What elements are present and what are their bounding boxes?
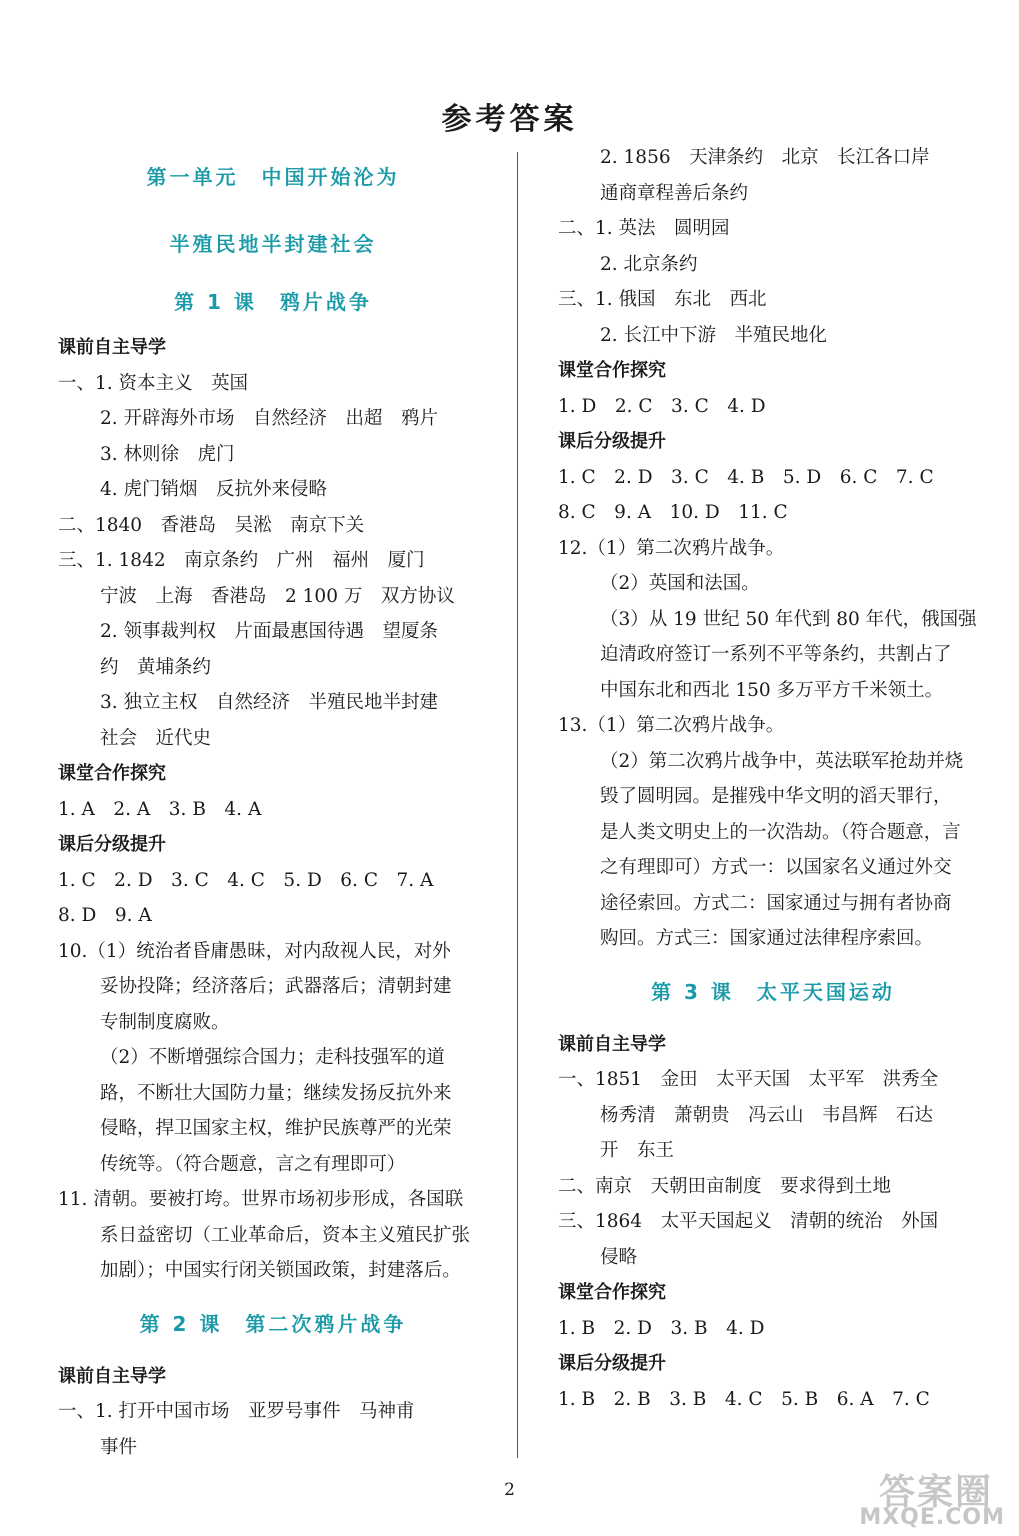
answer-line: 路，不断壮大国防力量；继续发扬反抗外来 [100,1082,452,1104]
answer-line: 三、1. 1842 南京条约 广州 福州 厦门 [58,550,425,571]
answer-line: 一、1. 资本主义 英国 [58,372,249,394]
answer-line: 1. C 2. D 3. C 4. C 5. D 6. C 7. A [58,869,434,891]
watermark-logo [823,1464,1005,1530]
answer-line: 10.（1）统治者昏庸愚昧，对内敌视人民，对外 [58,940,451,962]
answer-line: 之有理即可）方式一：以国家名义通过外交 [600,857,952,878]
answer-line: 8. C 9. A 10. D 11. C [558,502,788,523]
column-divider [517,152,518,1458]
answer-line: 侵略，捍卫国家主权，维护民族尊严的光荣 [100,1118,452,1139]
answer-line: 约 黄埔条约 [100,656,212,678]
answer-line: 2. 领事裁判权 片面最惠国待遇 望厦条 [100,621,439,642]
lesson-title: 第一单元 中国开始沦为 [146,165,400,189]
answer-line: 社会 近代史 [100,727,212,749]
answer-line: 购回。方式三：国家通过法律程序索回。 [600,928,934,949]
answer-line: 途径索回。方式二：国家通过与拥有者协商 [600,892,952,914]
answer-line: 三、1. 俄国 东北 西北 [558,289,767,310]
answer-line: 12.（1）第二次鸦片战争。 [558,537,785,559]
answer-line: 11. 清朝。要被打垮。世界市场初步形成，各国联 [58,1189,464,1210]
answer-line: 传统等。（符合题意，言之有理即可） [100,1153,406,1175]
answer-line: 加剧）；中国实行闭关锁国政策，封建落后。 [100,1260,461,1281]
answer-line: 2. 开辟海外市场 自然经济 出超 鸦片 [100,408,439,429]
answer-line: （2）不断增强综合国力；走科技强军的道 [100,1047,445,1068]
answer-line: 开 东王 [600,1140,675,1161]
lesson-title: 第 2 课 第二次鸦片战争 [139,1311,407,1336]
answer-line: 中国东北和西北 150 多万平方千米领土。 [600,679,944,701]
answer-line: 1. B 2. B 3. B 4. C 5. B 6. A 7. C [558,1388,930,1410]
answer-line: 3. 林则徐 虎门 [100,443,235,465]
section-heading: 课堂合作探究 [558,360,666,381]
lesson-title: 半殖民地半封建社会 [169,232,377,256]
answer-line: 4. 虎门销烟 反抗外来侵略 [100,479,328,500]
answer-line: （3）从 19 世纪 50 年代到 80 年代，俄国强 [600,608,977,630]
answer-line: 3. 独立主权 自然经济 半殖民地半封建 [100,692,439,713]
answer-line: （2）英国和法国。 [600,573,760,594]
answer-line: 13.（1）第二次鸦片战争。 [558,715,785,736]
section-heading: 课后分级提升 [58,834,166,855]
watermark-domain: MXQE.COM [859,1505,1005,1530]
section-heading: 课堂合作探究 [558,1282,666,1303]
right-column [558,140,988,1417]
page-title: 参考答案 [441,102,578,137]
answer-line: 毁了圆明园。是摧残中华文明的滔天罪行， [600,786,952,807]
answer-line: 8. D 9. A [58,905,152,926]
section-heading: 课后分级提升 [558,1353,666,1374]
answer-line: 2. 1856 天津条约 北京 长江各口岸 [600,147,930,168]
watermark-glyphs: 答案圈 [878,1472,993,1513]
answer-line: 宁波 上海 香港岛 2 100 万 双方协议 [100,585,455,607]
answer-line: 系日益密切（工业革命后，资本主义殖民扩张 [100,1224,471,1246]
answer-line: 迫清政府签订一系列不平等条约，共割占了 [600,644,952,665]
answer-line: 1. A 2. A 3. B 4. A [58,798,262,820]
answer-line: 2. 北京条约 [600,253,698,275]
answer-line: 1. D 2. C 3. C 4. D [558,395,766,417]
answer-line: 一、1851 金田 太平天国 太平军 洪秀全 [558,1069,939,1090]
answer-line: 二、1840 香港岛 吴淞 南京下关 [58,514,365,536]
section-heading: 课前自主导学 [58,337,166,358]
answer-line: 专制制度腐败。 [100,1011,230,1033]
answer-line: 二、1. 英法 圆明园 [558,218,730,239]
lesson-title: 第 1 课 鸦片战争 [174,290,372,314]
left-column [58,140,488,1465]
section-heading: 课堂合作探究 [58,763,166,784]
answer-line: 1. C 2. D 3. C 4. B 5. D 6. C 7. C [558,466,934,488]
section-heading: 课前自主导学 [58,1365,166,1387]
answer-line: （2）第二次鸦片战争中，英法联军抢劫并烧 [600,750,964,772]
section-heading: 课后分级提升 [558,431,666,452]
answer-line: 通商章程善后条约 [600,182,749,204]
answer-line: 一、1. 打开中国市场 亚罗号事件 马神甫 [58,1401,415,1422]
page-number: 2 [504,1480,515,1500]
section-heading: 课前自主导学 [558,1033,666,1055]
answer-line: 是人类文明史上的一次浩劫。（符合题意，言 [600,821,961,843]
lesson-title: 第 3 课 太平天国运动 [651,979,895,1004]
answer-line: 侵略 [600,1246,638,1268]
answer-line: 1. B 2. D 3. B 4. D [558,1317,765,1339]
answer-line: 2. 长江中下游 半殖民地化 [600,324,828,346]
answer-line: 三、1864 太平天国起义 清朝的统治 外国 [558,1211,939,1232]
answer-line: 事件 [100,1436,138,1458]
answer-line: 妥协投降；经济落后；武器落后；清朝封建 [100,976,452,997]
answer-line: 二、南京 天朝田亩制度 要求得到土地 [558,1175,892,1197]
answer-line: 杨秀清 萧朝贵 冯云山 韦昌辉 石达 [600,1104,934,1126]
